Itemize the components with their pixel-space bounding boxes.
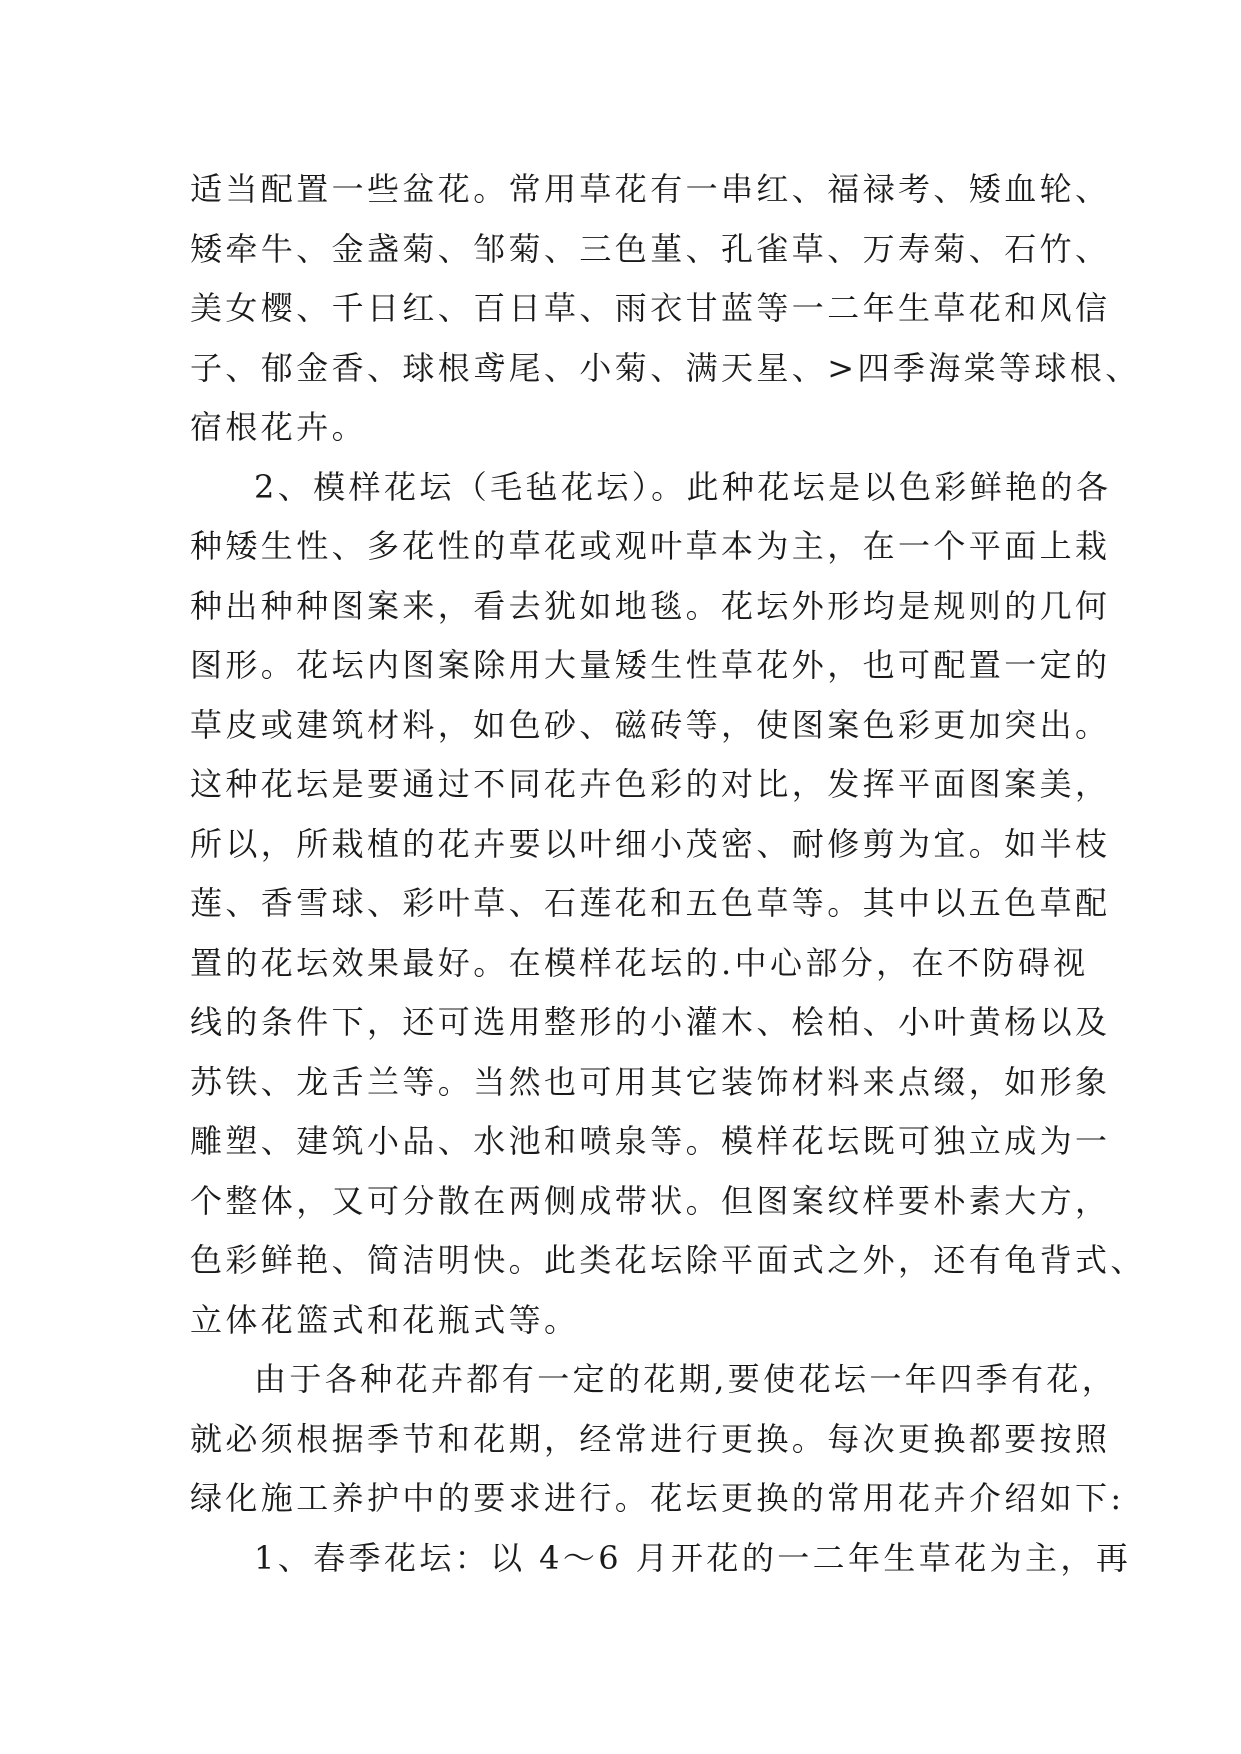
body-text xyxy=(190,160,1146,1588)
text-line: 矮牵牛、金盏菊、邹菊、三色堇、孔雀草、万寿菊、石竹、 xyxy=(190,229,1111,268)
text-line: 所以，所栽植的花卉要以叶细小茂密、耐修剪为宜。如半枝 xyxy=(190,824,1111,863)
text-line: 置的花坛效果最好。在模样花坛的.中心部分，在不防碍视 xyxy=(190,943,1089,982)
text-line: 子、郁金香、球根鸢尾、小菊、满天星、>四季海棠等球根、 xyxy=(190,348,1141,387)
text-line: 雕塑、建筑小品、水池和喷泉等。模样花坛既可独立成为一 xyxy=(190,1122,1111,1160)
text-line: 就必须根据季节和花期，经常进行更换。每次更换都要按照 xyxy=(190,1419,1111,1458)
text-line: 种矮生性、多花性的草花或观叶草本为主，在一个平面上栽 xyxy=(190,527,1111,565)
paragraph-start-line: 1、春季花坛：以 4～6 月开花的一二年生草花为主，再 xyxy=(254,1538,1132,1577)
text-line: 线的条件下，还可选用整形的小灌木、桧柏、小叶黄杨以及 xyxy=(190,1003,1111,1041)
text-line: 绿化施工养护中的要求进行。花坛更换的常用花卉介绍如下: xyxy=(190,1479,1125,1517)
text-line: 种出种种图案来，看去犹如地毯。花坛外形均是规则的几何 xyxy=(190,586,1111,625)
text-line: 立体花篮式和花瓶式等。 xyxy=(190,1300,580,1339)
text-line: 莲、香雪球、彩叶草、石莲花和五色草等。其中以五色草配 xyxy=(190,884,1111,922)
text-line: 草皮或建筑材料，如色砂、磁砖等，使图案色彩更加突出。 xyxy=(190,705,1111,744)
text-line: 色彩鲜艳、简洁明快。此类花坛除平面式之外，还有龟背式、 xyxy=(190,1241,1146,1279)
text-line: 图形。花坛内图案除用大量矮生性草花外，也可配置一定的 xyxy=(190,646,1111,684)
text-line: 苏铁、龙舌兰等。当然也可用其它装饰材料来点缀，如形象 xyxy=(190,1062,1111,1101)
text-line: 适当配置一些盆花。常用草花有一串红、福禄考、矮血轮、 xyxy=(190,170,1111,208)
paragraph-start-line: 2、模样花坛（毛毡花坛）。此种花坛是以色彩鲜艳的各 xyxy=(254,467,1112,506)
text-line: 宿根花卉。 xyxy=(190,408,368,446)
text-line: 个整体，又可分散在两侧成带状。但图案纹样要朴素大方， xyxy=(190,1181,1111,1220)
text-line: 美女樱、千日红、百日草、雨衣甘蓝等一二年生草花和风信 xyxy=(190,289,1111,327)
text-line: 这种花坛是要通过不同花卉色彩的对比，发挥平面图案美， xyxy=(190,765,1111,803)
paragraph-start-line: 由于各种花卉都有一定的花期,要使花坛一年四季有花， xyxy=(254,1360,1118,1398)
